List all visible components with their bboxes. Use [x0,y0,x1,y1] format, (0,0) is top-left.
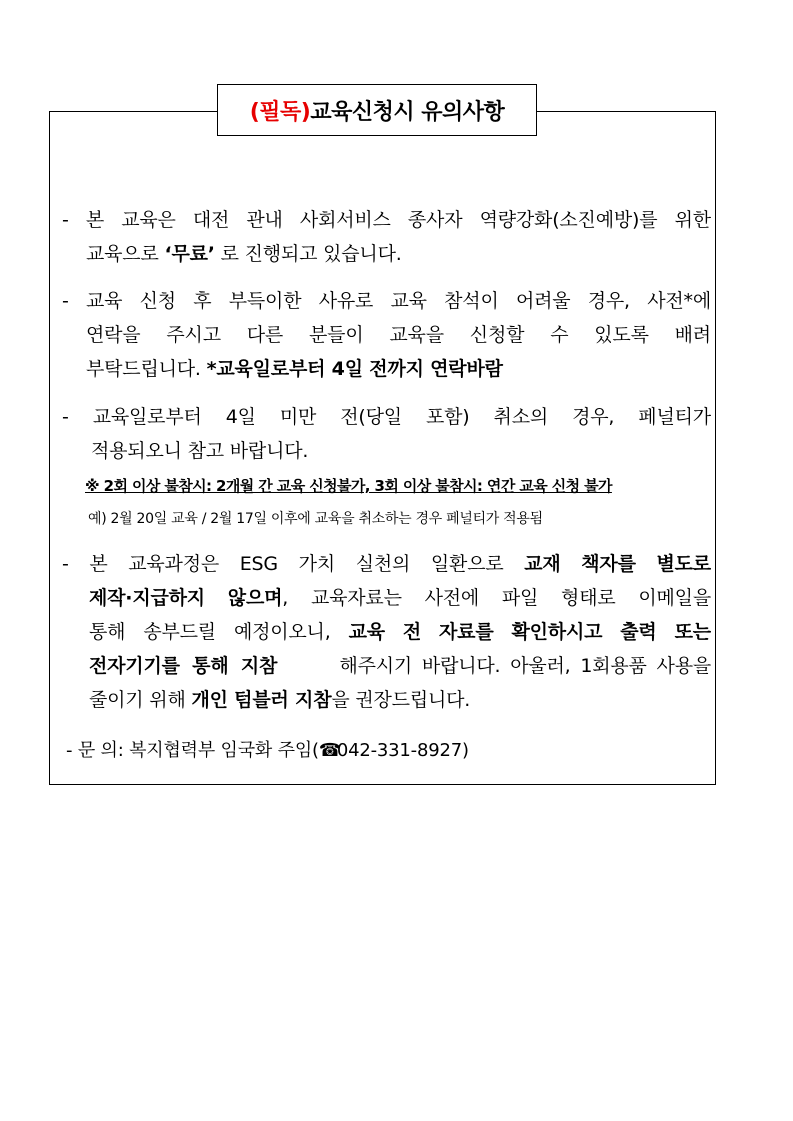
item2-line1 [62,288,711,314]
device-note: 전자기기를 통해 지참 [89,655,278,677]
word: 경우, [572,406,615,428]
text-run: 교육으로 [86,243,165,265]
word: 확인하시고 [511,621,603,643]
word: 본 [85,209,105,231]
word: 후 [193,290,212,312]
word: 예정이오니, [233,621,331,643]
esg-line5 [89,687,470,713]
word: 자료를 [439,621,494,643]
word: 관내 [246,209,283,231]
item2-line3 [86,356,503,382]
word: 가치 [298,553,335,575]
word: 사전*에 [647,290,711,312]
esg-line3 [89,619,711,645]
deadline-note: *교육일로부터 4일 전까지 연락바람 [206,358,503,380]
word: 실천의 [355,553,411,575]
word: ESG [239,553,278,575]
esg-line1 [62,551,711,577]
word: 교육일로부터 [92,406,202,428]
word: 취소의 [493,406,549,428]
word: 경우, [587,290,630,312]
phone-icon: ☎ [318,740,342,761]
word: 배려 [674,324,711,346]
word: 교육 [348,621,385,643]
word: 제작·지급하지 [89,587,205,609]
word: 사회서비스 [299,209,391,231]
word: 4일 [225,406,256,428]
word: 형태로 [561,587,616,609]
example-note: 예) 2월 20일 교육 / 2월 17일 이후에 교육을 취소하는 경우 페널티가 적용됨 [88,511,543,527]
item2-line2 [86,322,711,348]
text-run: 을 권장드립니다. [331,689,471,711]
item1-line1 [62,207,711,233]
word: - [62,553,69,575]
word: 연락을 [86,324,141,346]
text-run: 해주시기 바랍니다. 아울러, 1회용품 사용을 [339,655,711,677]
word: 교육을 [389,324,444,346]
word: 분들이 [309,324,364,346]
word: 파일 [501,587,539,609]
item3-line2: 적용되오니 참고 바랍니다. [91,440,309,462]
word: 사전에 [424,587,480,609]
word: 별도로 [656,553,711,575]
word: 대전 [192,209,230,231]
free-label: ‘무료’ [164,243,215,265]
word: 일환으로 [430,553,504,575]
text-run: 부탁드립니다. [86,358,207,380]
item1-line2 [86,241,402,267]
word: 위한 [674,209,711,231]
text-run: 줄이기 위해 [89,689,192,711]
word: 신청 [139,290,176,312]
word: 교육은 [121,209,176,231]
word: 전 [402,621,422,643]
word: - [62,290,69,312]
word: 본 [89,553,108,575]
word: - [62,406,69,428]
esg-line2 [89,585,711,611]
esg-line4 [89,653,711,679]
word: 역량강화(소진예방)를 [479,209,658,231]
word: 출력 [620,621,657,643]
contact-line [66,738,469,764]
word: 있도록 [594,324,649,346]
word: 어려울 [515,290,571,312]
word: 또는 [674,621,711,643]
word: 신청할 [469,324,525,346]
word: 않으며, [227,587,289,609]
title-text: 교육신청시 유의사항 [310,99,505,125]
title-highlight: (필독) [249,99,311,125]
word: 미만 [279,406,317,428]
word: 책자를 [581,553,636,575]
word: 송부드릴 [143,621,216,643]
word: 교육 [85,290,123,312]
word: 다른 [246,324,284,346]
contact-label: - 문 의: 복지협력부 임국화 주임( [66,740,319,761]
word: 페널티가 [638,406,711,428]
item3-line1 [62,404,711,430]
penalty-note: ※ 2회 이상 불참시: 2개월 간 교육 신청불가, 3회 이상 불참시: 연간 교육 신청 불가 [85,477,612,495]
text-run: 로 진행되고 있습니다. [214,243,402,265]
word: 교재 [524,553,561,575]
word: 수 [550,324,569,346]
word: 이메일을 [638,587,711,609]
word: 포함) [425,406,470,428]
word: 사유로 [318,290,374,312]
word: 교육자료는 [310,587,402,609]
word: 교육 [390,290,427,312]
notice-title [217,84,537,136]
word: 참석이 [444,290,499,312]
word: 주시고 [166,324,221,346]
word: - [62,209,69,231]
word: 교육과정은 [128,553,220,575]
contact-phone: 042-331-8927) [336,740,469,761]
word: 종사자 [407,209,463,231]
word: 전(당일 [340,406,402,428]
tumbler-note: 개인 텀블러 지참 [191,689,332,711]
word: 통해 [89,621,126,643]
word: 부득이한 [228,290,302,312]
